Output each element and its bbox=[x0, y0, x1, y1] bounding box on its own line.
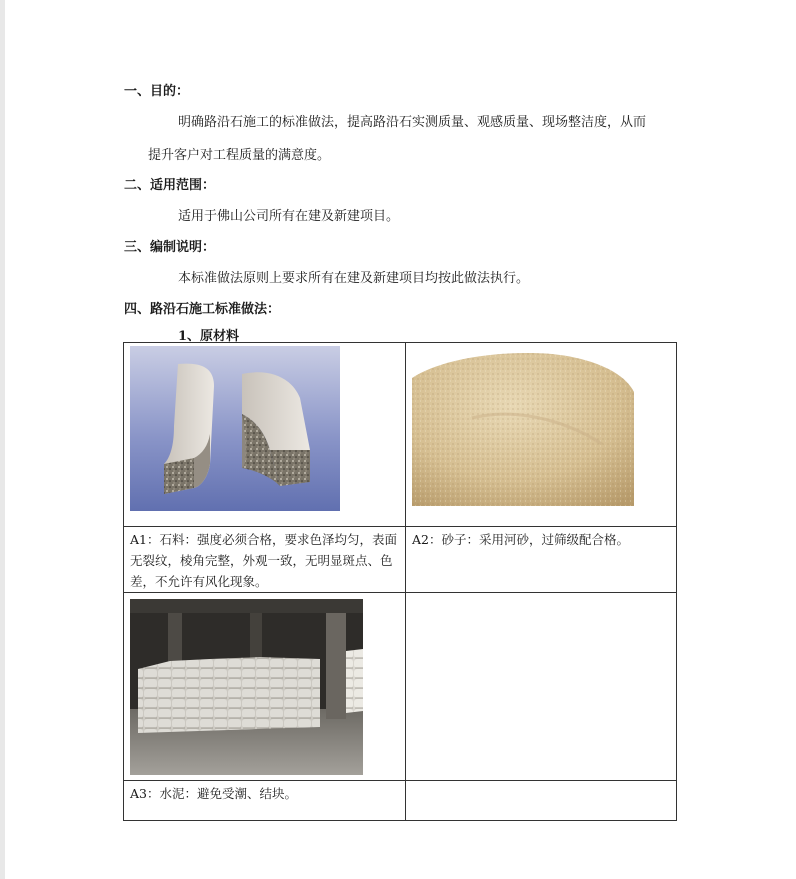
cell-sand-image bbox=[406, 343, 677, 527]
sand-photo bbox=[412, 348, 634, 506]
section-heading-scope: 二、适用范围： bbox=[124, 178, 216, 193]
material-caption-a2: A2：砂子：采用河砂，过筛级配合格。 bbox=[412, 532, 629, 547]
section-heading-purpose: 一、目的： bbox=[124, 84, 190, 99]
cell-cement-caption bbox=[124, 781, 406, 821]
purpose-text-line2: 提升客户对工程质量的满意度。 bbox=[148, 148, 331, 163]
material-caption-a3: A3：水泥：避免受潮、结块。 bbox=[130, 786, 297, 801]
section-heading-standard: 四、路沿石施工标准做法： bbox=[124, 302, 281, 317]
cell-sand-caption bbox=[406, 527, 677, 593]
cell-cement-image bbox=[124, 593, 406, 781]
scope-text: 适用于佛山公司所有在建及新建项目。 bbox=[178, 209, 400, 224]
cement-bags-photo bbox=[130, 599, 363, 775]
curb-stone-photo bbox=[130, 346, 340, 511]
cell-empty bbox=[406, 593, 677, 781]
page-edge-shadow bbox=[0, 0, 5, 879]
material-caption-a1: A1：石料：强度必须合格，要求色泽均匀，表面无裂纹，棱角完整，外观一致，无明显斑点、色差，不允许有风化现象。 bbox=[130, 532, 397, 589]
cell-empty-caption bbox=[406, 781, 677, 821]
notes-text: 本标准做法原则上要求所有在建及新建项目均按此做法执行。 bbox=[178, 271, 530, 286]
section-heading-notes: 三、编制说明： bbox=[124, 240, 216, 255]
cell-curb-stone-image bbox=[124, 343, 406, 527]
purpose-text-line1: 明确路沿石施工的标准做法，提高路沿石实测质量、观感质量、现场整洁度，从而 bbox=[178, 115, 647, 130]
cell-stone-caption bbox=[124, 527, 406, 593]
subheading-raw-materials: 1、原材料 bbox=[178, 329, 240, 344]
materials-table bbox=[123, 342, 677, 821]
